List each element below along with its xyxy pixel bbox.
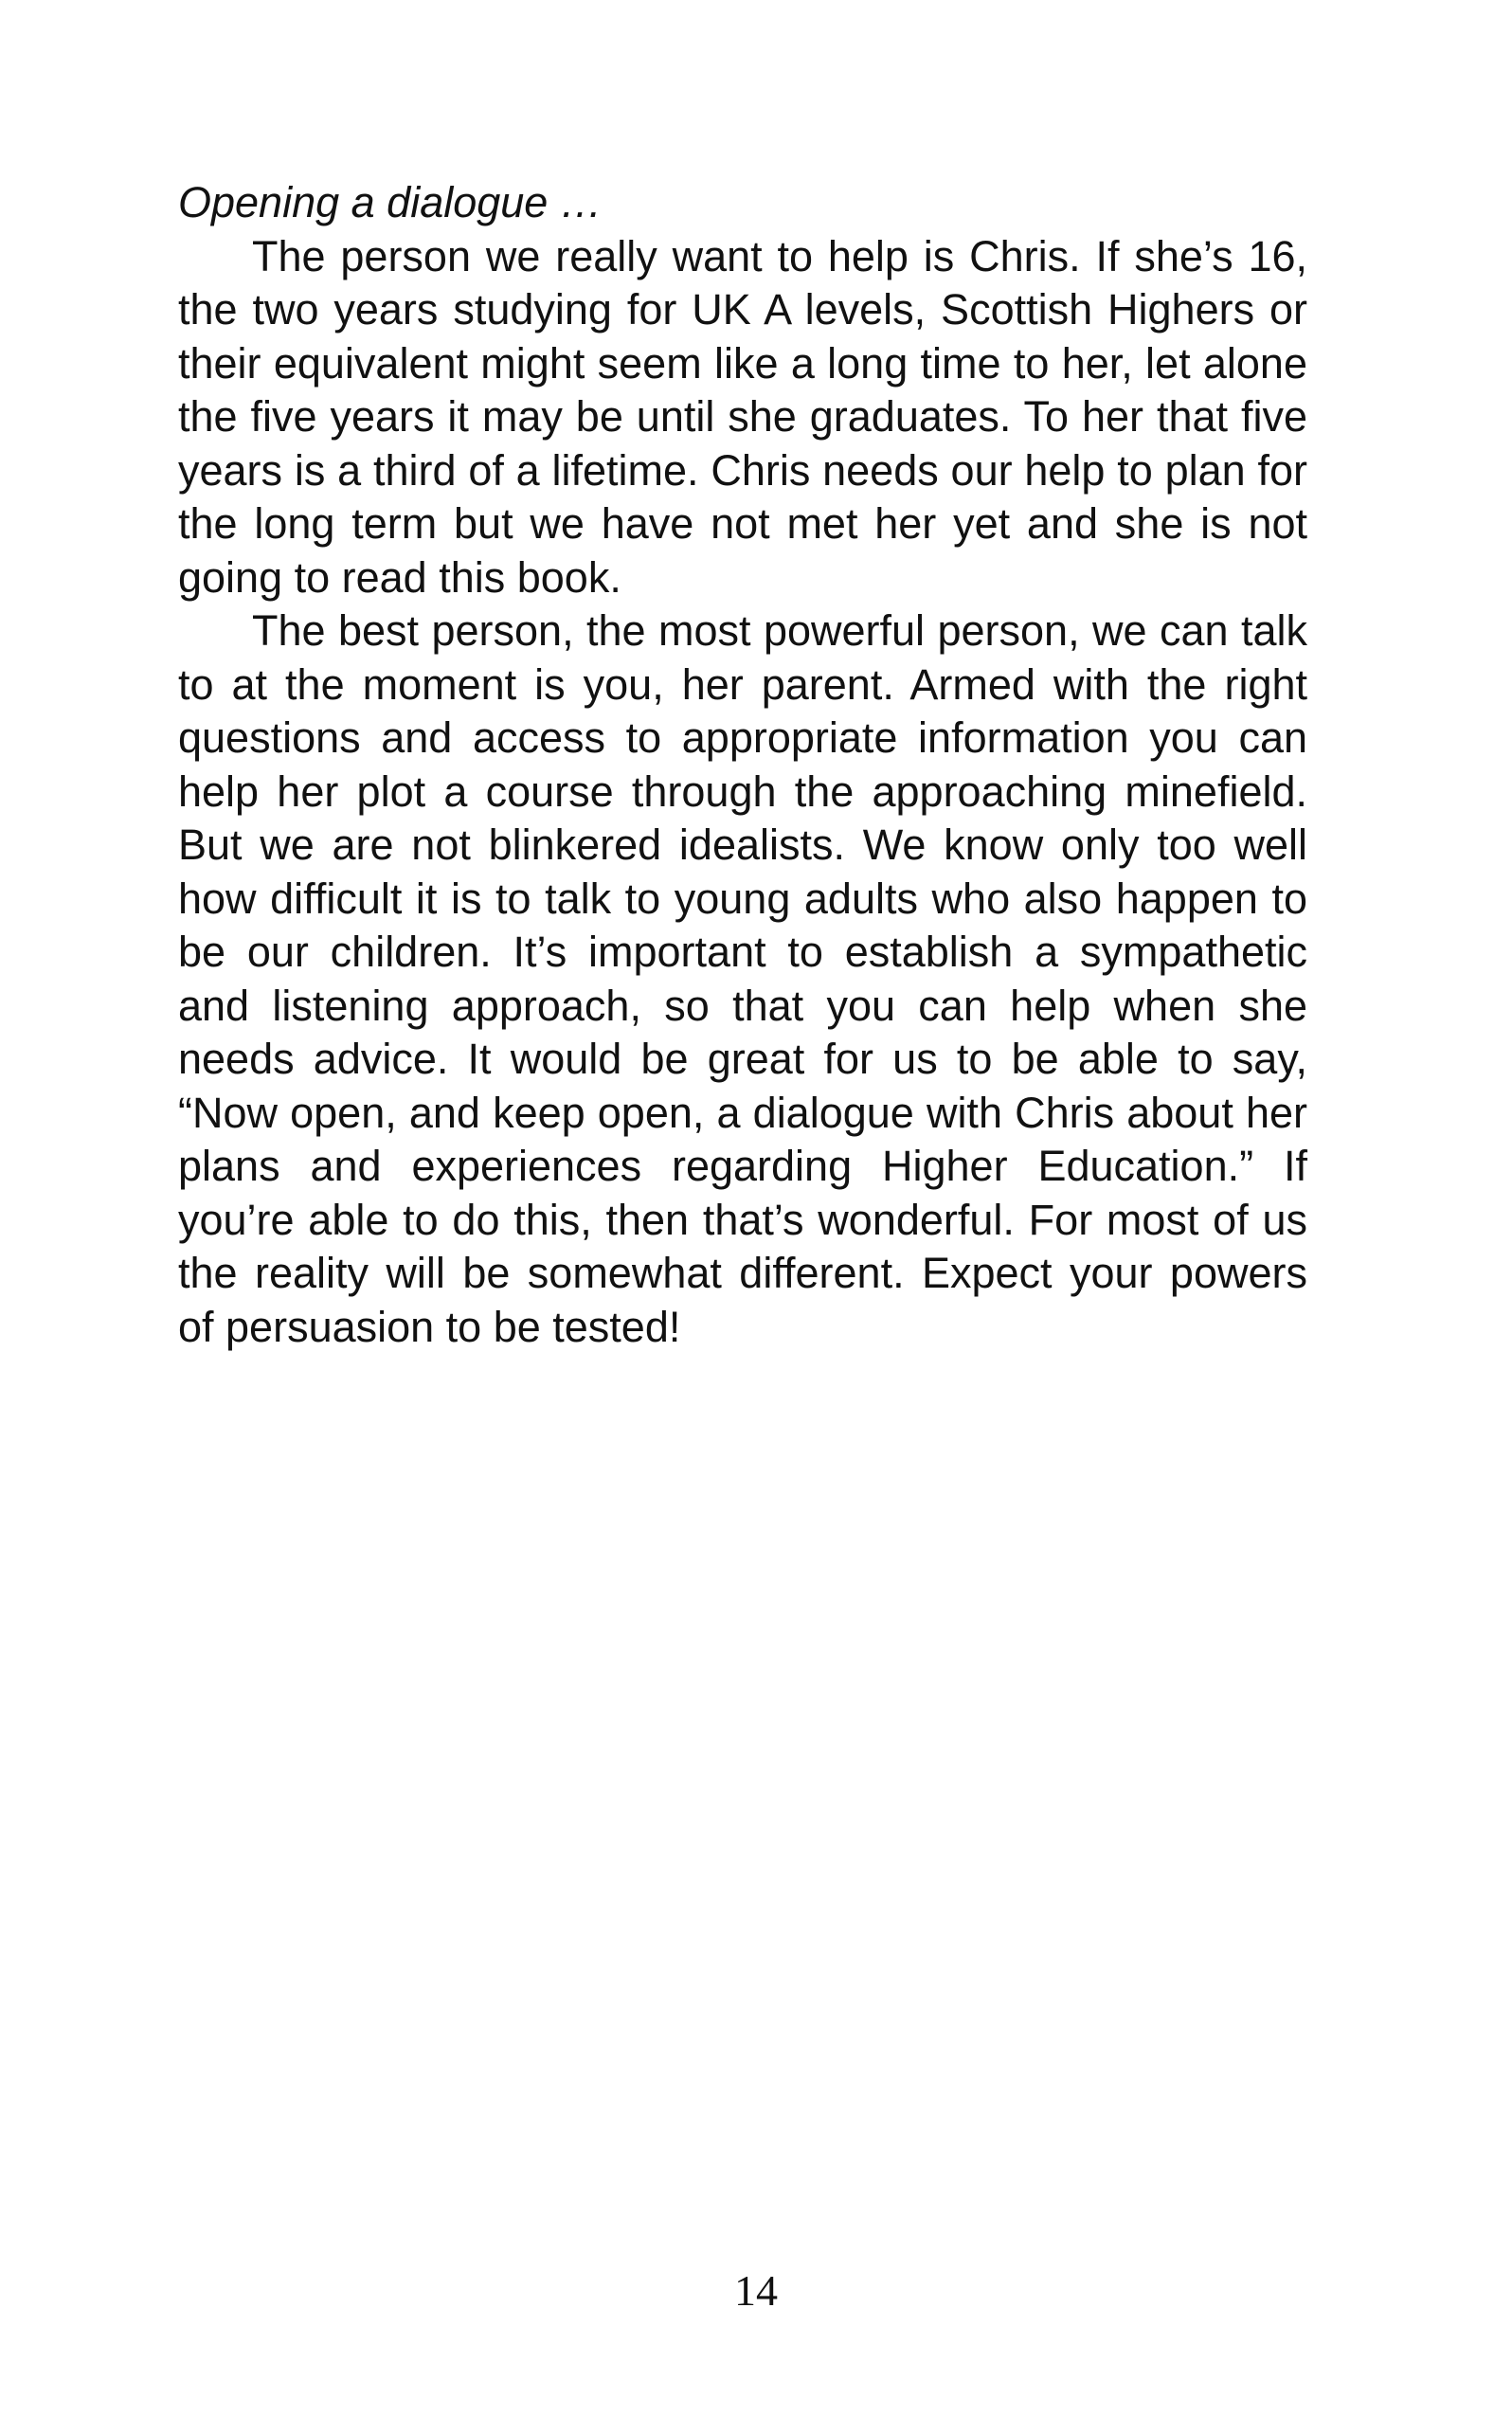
body-text <box>178 176 1307 1354</box>
paragraph-1: The person we really want to help is Chris. If she’s 16, the two years studying for UK A levels, Scottish Highers or their equivalent might seem like a long time to her, let alone the five years it may be until she graduates. To her that five years is a third of a lifetime. Chris needs our help to plan for the long term but we have not met her yet and she is not going to read this book. <box>178 231 1307 602</box>
paragraph-2: The best person, the most powerful person, we can talk to at the moment is you, her parent. Armed with the right questions and access to appropriate information you can help her plot a course through the approaching minefield. But we are not blinkered idealists. We know only too well how difficult it is to talk to young adults who also happen to be our children. It’s important to establish a sympathetic and listening approach, so that you can help when she needs advice. It would be great for us to be able to say, “Now open, and keep open, a dialogue with Chris about her plans and experiences regarding Higher Education.” If you’re able to do this, then that’s wonderful. For most of us the reality will be somewhat different. Expect your powers of persuasion to be tested! <box>178 606 1307 1351</box>
section-heading: Opening a dialogue … <box>178 178 603 226</box>
page-number: 14 <box>734 2266 778 2315</box>
